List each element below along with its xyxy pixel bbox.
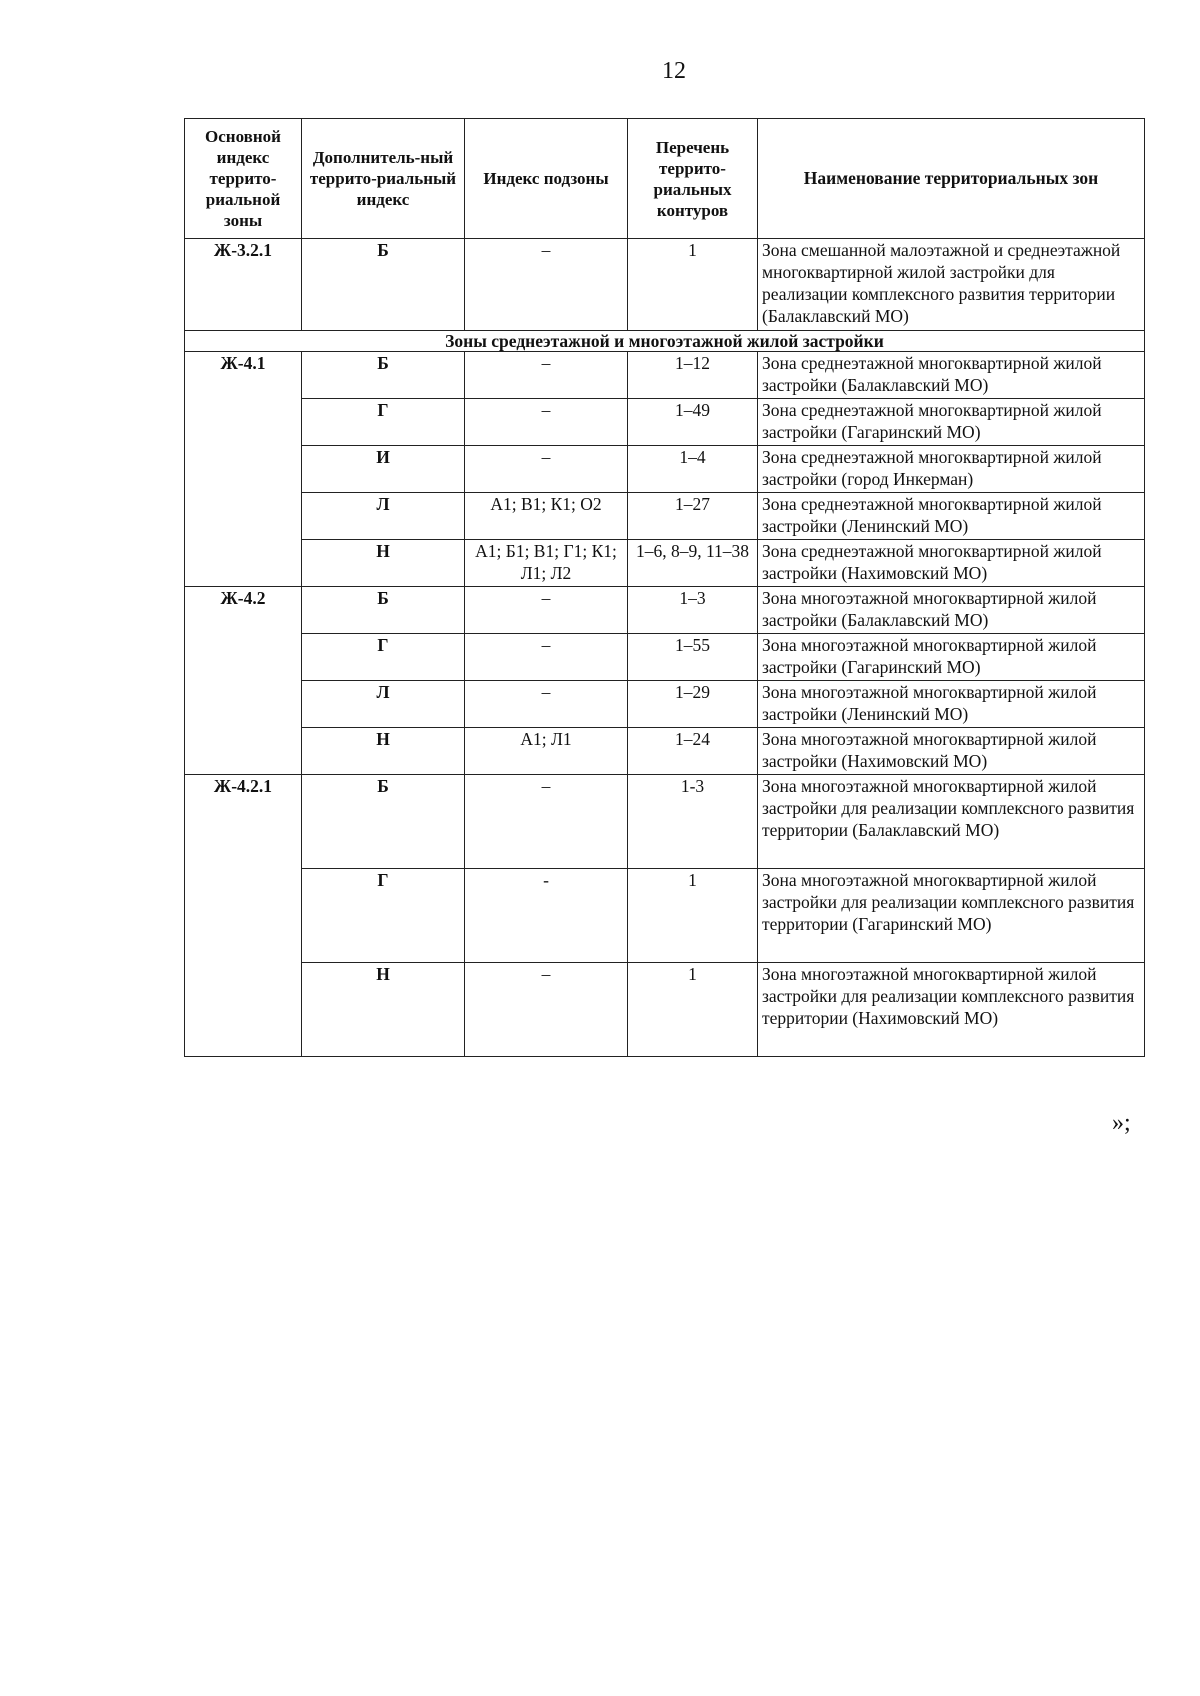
header-extra-index: Дополнитель-ный террито-риальный индекс	[302, 119, 465, 239]
subzone-cell: А1; Л1	[465, 728, 628, 775]
subzone-cell: –	[465, 681, 628, 728]
subzone-cell: –	[465, 446, 628, 493]
table-row	[185, 399, 1145, 446]
extra-index-cell: Б	[302, 239, 465, 331]
table-header-row	[185, 119, 1145, 239]
contours-cell: 1–6, 8–9, 11–38	[628, 540, 758, 587]
zone-name-cell: Зона многоэтажной многоквартирной жилой застройки (Нахимовский МО)	[758, 728, 1145, 775]
main-index-cell: Ж-4.1	[185, 352, 302, 587]
zone-name-cell: Зона среднеэтажной многоквартирной жилой застройки (город Инкерман)	[758, 446, 1145, 493]
zone-name-cell: Зона многоэтажной многоквартирной жилой застройки (Гагаринский МО)	[758, 634, 1145, 681]
main-index-cell: Ж-4.2.1	[185, 775, 302, 1057]
zone-name-cell: Зона среднеэтажной многоквартирной жилой застройки (Ленинский МО)	[758, 493, 1145, 540]
subzone-cell: –	[465, 239, 628, 331]
table-row	[185, 493, 1145, 540]
extra-index-cell: Л	[302, 681, 465, 728]
subzone-cell: А1; Б1; В1; Г1; К1; Л1; Л2	[465, 540, 628, 587]
header-zone-name: Наименование территориальных зон	[758, 119, 1145, 239]
contours-cell: 1–12	[628, 352, 758, 399]
table-row	[185, 540, 1145, 587]
subzone-cell: –	[465, 399, 628, 446]
extra-index-cell: Б	[302, 587, 465, 634]
closing-quote-mark: »;	[1112, 1110, 1131, 1136]
table-row	[185, 728, 1145, 775]
extra-index-cell: И	[302, 446, 465, 493]
zone-name-cell: Зона многоэтажной многоквартирной жилой застройки для реализации комплексного развития территории (Нахимовский МО)	[758, 963, 1145, 1057]
extra-index-cell: Г	[302, 869, 465, 963]
contours-cell: 1–27	[628, 493, 758, 540]
contours-cell: 1–3	[628, 587, 758, 634]
extra-index-cell: Г	[302, 634, 465, 681]
territorial-zones-table	[184, 118, 1145, 1057]
contours-cell: 1–24	[628, 728, 758, 775]
subzone-cell: –	[465, 587, 628, 634]
table-row	[185, 681, 1145, 728]
contours-cell: 1	[628, 239, 758, 331]
extra-index-cell: Н	[302, 963, 465, 1057]
contours-cell: 1	[628, 869, 758, 963]
table-row	[185, 352, 1145, 399]
contours-cell: 1-3	[628, 775, 758, 869]
table-row	[185, 446, 1145, 493]
table-row	[185, 587, 1145, 634]
contours-cell: 1–29	[628, 681, 758, 728]
subzone-cell: –	[465, 963, 628, 1057]
extra-index-cell: Л	[302, 493, 465, 540]
table-row	[185, 869, 1145, 963]
table-row	[185, 634, 1145, 681]
extra-index-cell: Г	[302, 399, 465, 446]
table-row	[185, 963, 1145, 1057]
extra-index-cell: Б	[302, 775, 465, 869]
zone-name-cell: Зона смешанной малоэтажной и среднеэтажной многоквартирной жилой застройки для реализации комплексного развития территории (Балаклавский МО)	[758, 239, 1145, 331]
extra-index-cell: Н	[302, 728, 465, 775]
main-index-cell: Ж-4.2	[185, 587, 302, 775]
zone-name-cell: Зона многоэтажной многоквартирной жилой застройки (Ленинский МО)	[758, 681, 1145, 728]
extra-index-cell: Б	[302, 352, 465, 399]
zone-name-cell: Зона среднеэтажной многоквартирной жилой застройки (Гагаринский МО)	[758, 399, 1145, 446]
subzone-cell: –	[465, 634, 628, 681]
page-number: 12	[662, 58, 686, 84]
zone-name-cell: Зона среднеэтажной многоквартирной жилой застройки (Балаклавский МО)	[758, 352, 1145, 399]
section-row	[185, 331, 1145, 352]
subzone-cell: -	[465, 869, 628, 963]
contours-cell: 1–49	[628, 399, 758, 446]
zone-name-cell: Зона среднеэтажной многоквартирной жилой застройки (Нахимовский МО)	[758, 540, 1145, 587]
contours-cell: 1	[628, 963, 758, 1057]
contours-cell: 1–55	[628, 634, 758, 681]
extra-index-cell: Н	[302, 540, 465, 587]
subzone-cell: А1; В1; К1; О2	[465, 493, 628, 540]
header-subzone-index: Индекс подзоны	[465, 119, 628, 239]
header-contours: Перечень террито-риальных контуров	[628, 119, 758, 239]
subzone-cell: –	[465, 775, 628, 869]
zone-name-cell: Зона многоэтажной многоквартирной жилой застройки для реализации комплексного развития территории (Гагаринский МО)	[758, 869, 1145, 963]
main-index-cell: Ж-3.2.1	[185, 239, 302, 331]
header-main-index: Основной индекс террито-риальной зоны	[185, 119, 302, 239]
section-title: Зоны среднеэтажной и многоэтажной жилой застройки	[185, 331, 1145, 352]
contours-cell: 1–4	[628, 446, 758, 493]
table-row	[185, 239, 1145, 331]
zone-name-cell: Зона многоэтажной многоквартирной жилой застройки (Балаклавский МО)	[758, 587, 1145, 634]
table-row	[185, 775, 1145, 869]
subzone-cell: –	[465, 352, 628, 399]
zone-name-cell: Зона многоэтажной многоквартирной жилой застройки для реализации комплексного развития территории (Балаклавский МО)	[758, 775, 1145, 869]
